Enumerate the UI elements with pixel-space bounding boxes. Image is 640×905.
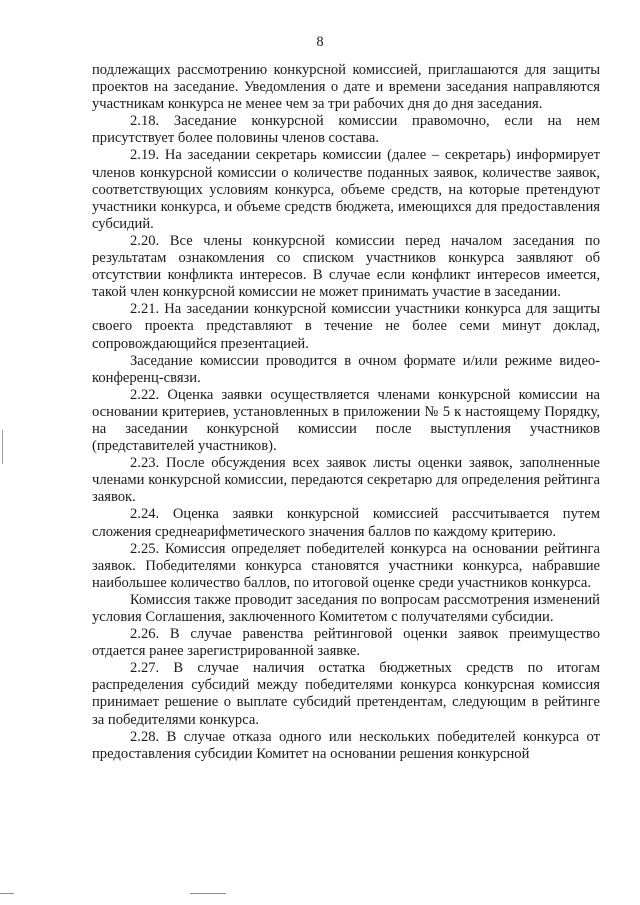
paragraph: 2.27. В случае наличия остатка бюджетных средств по итогам распределения субсидий между победителями конкурса конкурсная комиссия принимает решение о выплате субсидий претендентам, следующим в рейтинге за победителями конкурса. (92, 660, 600, 728)
paragraph: подлежащих рассмотрению конкурсной комиссией, приглашаются для защиты проектов на заседание. Уведомления о дате и времени заседания направляются участникам конкурса не менее чем за три рабочих дня до дня заседания. (92, 62, 600, 113)
paragraph: 2.20. Все члены конкурсной комиссии перед началом заседания по результатам ознакомления со списком участников конкурса заявляют об отсутствии конфликта интересов. В случае если конфликт интересов имеется, такой член конкурсной комиссии не может принимать участие в заседании. (92, 232, 600, 301)
paragraph: 2.28. В случае отказа одного или нескольких победителей конкурса от предоставления субсидии Комитет на основании решения конкурсной (92, 728, 600, 762)
footer-rule-left (0, 893, 14, 894)
paragraph: 2.26. В случае равенства рейтинговой оценки заявок преимущество отдается ранее зарегистрированной заявке. (92, 626, 600, 660)
paragraph: 2.19. На заседании секретарь комиссии (далее – секретарь) информирует членов конкурсной комиссии о количестве поданных заявок, количестве заявок, соответствующих условиям конкурса, объеме средств, на которые претендуют участники конкурса, и объеме средств бюджета, имеющихся для предоставления субсидий. (92, 147, 600, 232)
page-number: 8 (316, 34, 324, 50)
paragraph: 2.18. Заседание конкурсной комиссии правомочно, если на нем присутствует более половины членов состава. (92, 113, 600, 147)
paragraph: 2.22. Оценка заявки осуществляется членами конкурсной комиссии на основании критериев, установленных в приложении № 5 к настоящему Порядку, на заседании конкурсной комиссии после выступления участников (представителей участников). (92, 386, 600, 455)
scan-margin-mark (2, 430, 3, 464)
paragraph: Комиссия также проводит заседания по вопросам рассмотрения изменений условия Соглашения, заключенного Комитетом с получателями субсидии. (92, 591, 600, 625)
paragraph: 2.24. Оценка заявки конкурсной комиссией рассчитывается путем сложения среднеарифметического значения баллов по каждому критерию. (92, 506, 600, 540)
paragraph: 2.21. На заседании конкурсной комиссии участники конкурса для защиты своего проекта представляют в течение не более семи минут доклад, сопровождающийся презентацией. (92, 301, 600, 352)
paragraph: 2.25. Комиссия определяет победителей конкурса на основании рейтинга заявок. Победителями конкурса становятся участники конкурса, набравшие наибольшее количество баллов, по итоговой оценке среди участников конкурса. (92, 540, 600, 591)
paragraph: 2.23. После обсуждения всех заявок листы оценки заявок, заполненные членами конкурсной комиссии, передаются секретарю для определения рейтинга заявок. (92, 455, 600, 506)
paragraph: Заседание комиссии проводится в очном формате и/или режиме видео-конференц-связи. (92, 352, 600, 386)
document-body (92, 62, 600, 763)
footer-rule-center (190, 893, 226, 894)
